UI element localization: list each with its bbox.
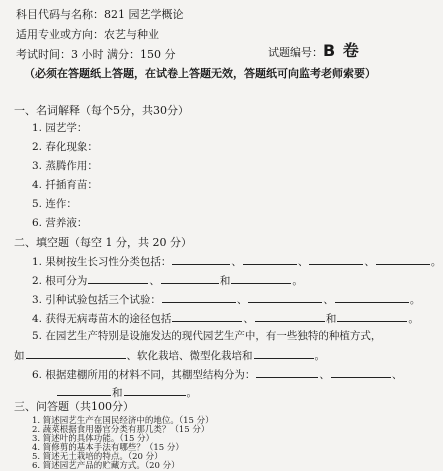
section-two-title: 二、填空题（每空 1 分，共 20 分） <box>14 236 192 249</box>
term-item: 2. 春化现象： <box>32 141 98 153</box>
answer-blank <box>254 348 314 359</box>
question-text: 4. 获得无病毒苗木的途径包括 <box>32 313 172 325</box>
answer-blank <box>124 385 186 396</box>
answer-blank <box>26 348 126 359</box>
answer-blank <box>162 292 236 303</box>
separator: 、 <box>297 256 309 268</box>
answer-blank <box>243 254 297 265</box>
separator: 、 <box>243 313 254 325</box>
separator: 、 <box>236 294 248 306</box>
answer-notice: （必须在答题纸上答题，在试卷上答题无效，答题纸可向监考老师索要） <box>24 67 376 80</box>
major-line: 适用专业或方向：农艺与种业 <box>16 28 159 41</box>
section-one-title: 一、名词解释（每个5分，共30分） <box>14 104 189 117</box>
question-text: 1. 果树按生长习性分类包括： <box>32 256 172 268</box>
fill-question-2: 2. 根可分为 、 和 。 <box>32 275 303 287</box>
answer-blank <box>57 385 111 396</box>
essay-question: 2. 蔬菜根据食用器官分类有那几类？（15 分） <box>32 425 210 435</box>
fill-question-3: 3. 引种试验包括三个试验： 、 、 。 <box>32 294 421 306</box>
question-text: 如 <box>14 350 25 362</box>
answer-blank <box>256 367 318 378</box>
paper-code: B 卷 <box>323 41 360 60</box>
separator: 、 <box>391 369 403 381</box>
fill-question-1: 1. 果树按生长习性分类包括： 、 、 、 。 <box>32 256 442 268</box>
question-text: 2. 根可分为 <box>32 275 88 287</box>
separator: 、 <box>319 369 330 381</box>
essay-question: 4. 简修剪的基本手法有哪些？（15 分） <box>32 443 184 453</box>
conjunction: 和 <box>325 313 337 325</box>
term-item: 5. 连作： <box>32 198 77 210</box>
answer-blank <box>309 254 363 265</box>
conjunction: 和 <box>219 275 231 287</box>
term-item: 6. 营养液： <box>32 217 88 229</box>
answer-blank <box>172 311 242 322</box>
separator: 、 <box>231 256 242 268</box>
answer-blank <box>331 367 391 378</box>
term-item: 3. 蒸腾作用： <box>32 160 98 172</box>
term-item: 1. 园艺学： <box>32 122 88 134</box>
section-three-title: 三、问答题（共100分） <box>14 400 134 413</box>
answer-blank <box>255 311 325 322</box>
separator: 、 <box>364 256 375 268</box>
essay-question: 1. 简述园艺生产在国民经济中的地位。（15 分） <box>32 416 214 426</box>
conjunction: 和 <box>112 387 123 399</box>
answer-blank <box>88 273 148 284</box>
answer-blank <box>231 273 291 284</box>
answer-blank <box>161 273 219 284</box>
question-text: 、软化栽培、微型化栽培和 <box>126 350 253 362</box>
answer-blank <box>248 292 322 303</box>
fill-question-4: 4. 获得无病毒苗木的途径包括 、 和 。 <box>32 313 419 325</box>
essay-question: 6. 简述园艺产品的贮藏方式。（20 分） <box>32 461 180 471</box>
paper-number <box>268 41 360 60</box>
separator: 、 <box>149 275 160 287</box>
fill-question-6 <box>32 367 402 382</box>
essay-question: 3. 简述叶的具体功能。（15 分） <box>32 434 155 444</box>
separator: 、 <box>323 294 334 306</box>
fill-question-5-continued: 如 、软化栽培、微型化栽培和 。 <box>14 350 325 362</box>
essay-question: 5. 简述无土栽培的特点。（20 分） <box>32 452 163 462</box>
question-text: 6. 根据建棚所用的材料不同，其棚型结构分为： <box>32 369 256 381</box>
answer-blank <box>335 292 409 303</box>
term-item: 4. 扦插育苗： <box>32 179 98 191</box>
answer-blank <box>172 254 230 265</box>
fill-question-5: 5. 在园艺生产特别是设施发达的现代园艺生产中，有一些独特的种植方式， <box>32 330 382 342</box>
fill-question-6-continued: 和 。 <box>56 385 197 400</box>
answer-blank <box>376 254 430 265</box>
paper-number-label: 试题编号： <box>268 46 323 59</box>
question-text: 3. 引种试验包括三个试验： <box>32 294 161 306</box>
subject-line: 科目代码与名称：821 园艺学概论 <box>16 8 184 21</box>
time-score-line: 考试时间：3 小时 满分：150 分 <box>16 48 176 61</box>
answer-blank <box>337 311 407 322</box>
